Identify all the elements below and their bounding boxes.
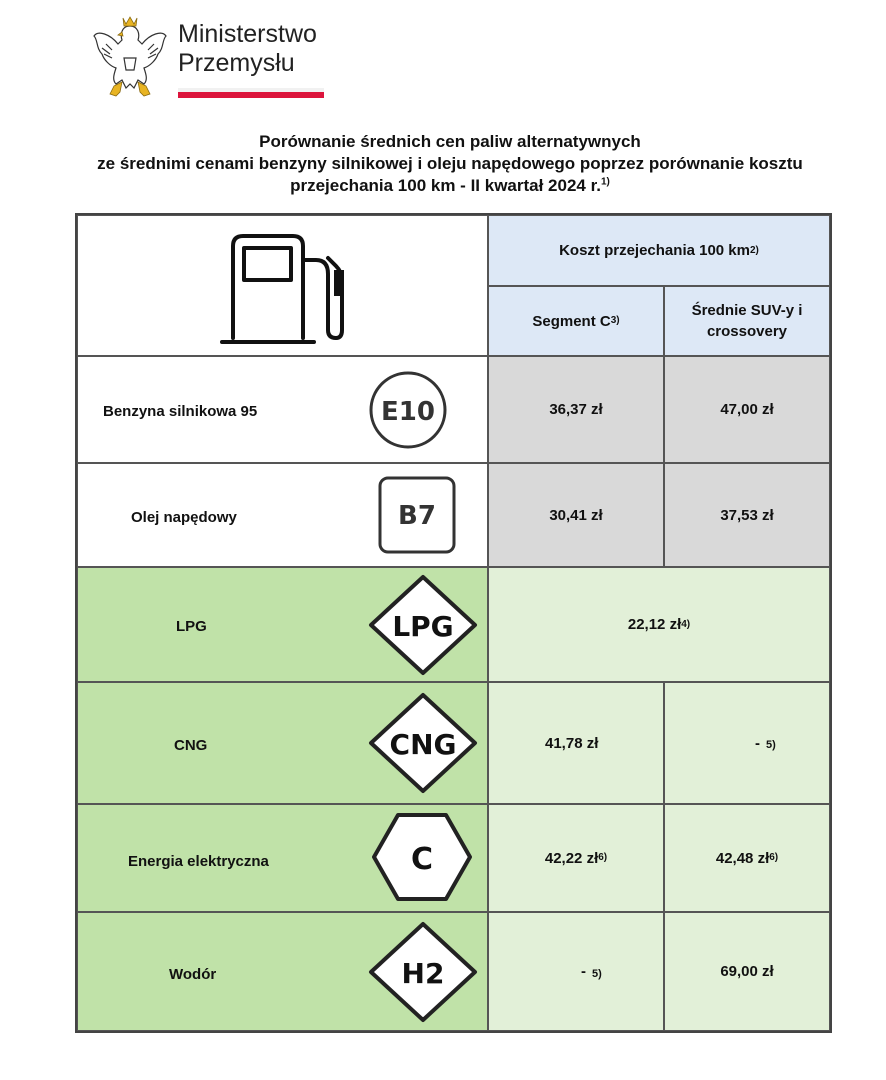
electric-suv-value: 42,48 zł 6): [664, 804, 830, 912]
lpg-merged-value: 22,12 zł 4): [488, 567, 830, 682]
value-text: 22,12 zł: [627, 616, 682, 633]
fuel-pump-icon: [218, 226, 348, 346]
title-line3: [60, 175, 840, 197]
title-line1: Porównanie średnich cen paliw alternatywnych: [259, 132, 641, 151]
footnote-ref: 5): [592, 967, 602, 980]
fuel-name-cng: CNG: [174, 737, 208, 754]
c-sign-label: C: [410, 842, 434, 877]
cost-header-cell: Koszt przejechania 100 km 2): [488, 215, 830, 286]
value-text: 42,22 zł: [544, 849, 599, 867]
value-text: 69,00 zł: [720, 963, 774, 980]
fuel-pump-header-cell: [77, 215, 488, 356]
title-line2: ze średnimi cenami benzyny silnikowej i oleju napędowego poprzez porównanie kosztu: [97, 154, 803, 173]
diesel-segment-c-value: [488, 463, 664, 567]
e10-sign-icon: [368, 370, 448, 450]
e10-sign-label: E10: [381, 397, 435, 427]
hydrogen-segment-c-value: [488, 912, 664, 1031]
fuel-name-electric: Energia elektryczna: [128, 853, 269, 870]
value-text: 36,37 zł: [549, 401, 603, 418]
ministry-logo: [92, 14, 332, 104]
lpg-sign-label: LPG: [392, 610, 454, 643]
cng-sign-label: CNG: [389, 728, 457, 761]
petrol-segment-c-value: [488, 356, 664, 463]
fuel-name-hydrogen: Wodór: [169, 966, 217, 983]
electric-segment-c-value: 42,22 zł 6): [488, 804, 664, 912]
fuel-cost-table: [75, 213, 832, 1033]
b7-sign-icon: [377, 475, 457, 555]
segment-c-header-cell: Segment C 3): [488, 286, 664, 356]
fuel-name-diesel: Olej napędowy: [131, 509, 237, 526]
lpg-sign-icon: [367, 573, 479, 677]
cng-sign-icon: [367, 691, 479, 795]
value-text: 41,78 zł: [545, 734, 599, 752]
segment-c-header-label: Segment C: [532, 312, 611, 330]
h2-sign-label: H2: [401, 957, 445, 990]
value-text: -: [755, 734, 760, 752]
footnote-ref: 1): [601, 176, 610, 188]
value-text: 42,48 zł: [715, 849, 770, 867]
value-text: -: [581, 963, 586, 980]
cng-segment-c-value: [488, 682, 664, 804]
ministry-name: [178, 20, 317, 78]
diesel-suv-value: [664, 463, 830, 567]
fuel-name-lpg: LPG: [176, 618, 207, 635]
ministry-name-line2: Przemysłu: [178, 49, 295, 77]
polish-flag-bar: [178, 88, 324, 98]
ministry-name-line1: Ministerstwo: [178, 20, 317, 48]
page-title: [60, 131, 840, 197]
suv-header-cell: [664, 286, 830, 356]
petrol-suv-value: [664, 356, 830, 463]
h2-sign-icon: [367, 920, 479, 1024]
fuel-name-petrol: Benzyna silnikowa 95: [103, 403, 258, 420]
suv-header-label: Średnie SUV-y i crossovery: [691, 302, 803, 340]
cost-header-label: Koszt przejechania 100 km: [559, 242, 750, 259]
title-line3-text: przejechania 100 km - II kwartał 2024 r.: [290, 176, 601, 195]
eagle-emblem-icon: [92, 14, 168, 98]
footnote-ref: 5): [766, 739, 776, 751]
value-text: 37,53 zł: [720, 506, 774, 524]
hydrogen-suv-value: [664, 912, 830, 1031]
c-sign-icon: [370, 811, 474, 903]
value-text: 47,00 zł: [720, 401, 774, 418]
b7-sign-label: B7: [398, 501, 436, 531]
cng-suv-value: [664, 682, 830, 804]
value-text: 30,41 zł: [549, 506, 603, 524]
